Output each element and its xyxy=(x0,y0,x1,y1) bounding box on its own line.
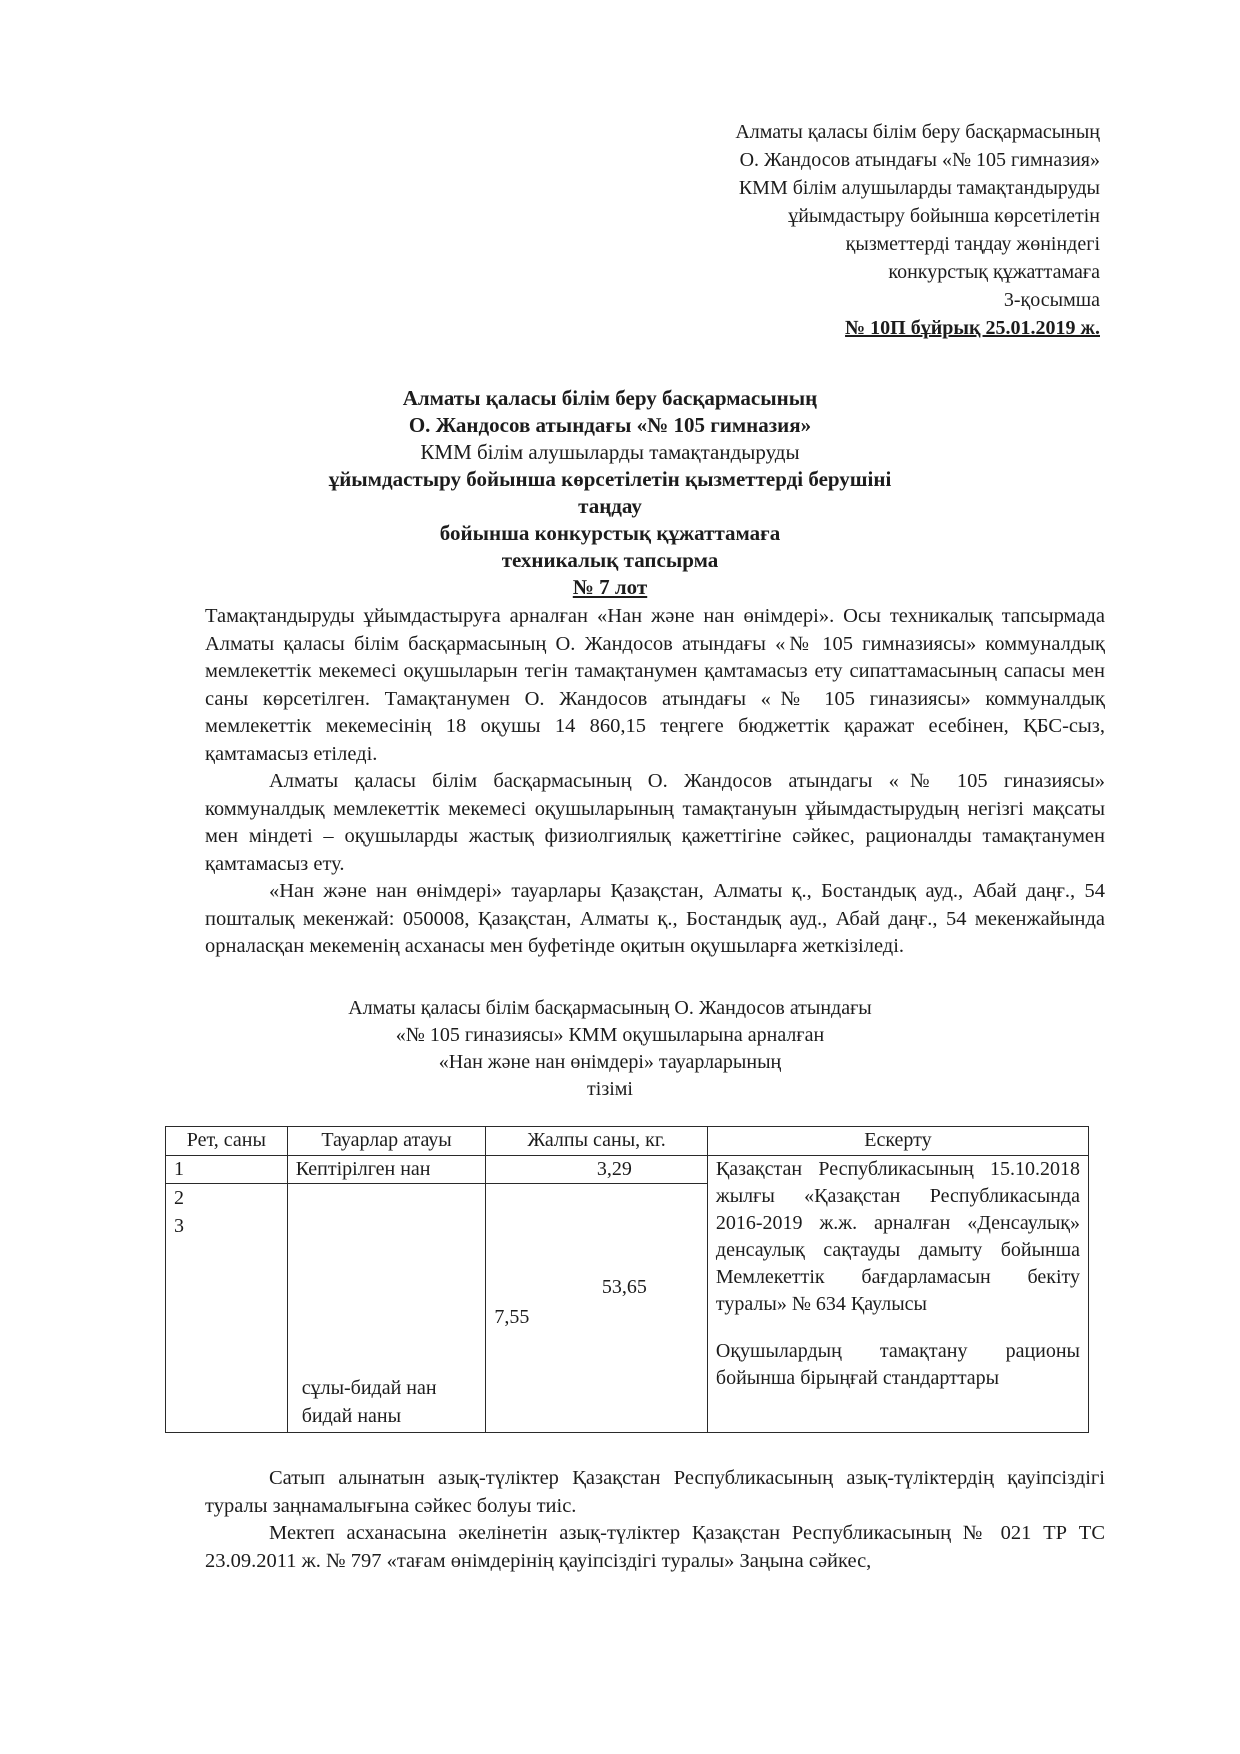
header-line: 3-қосымша xyxy=(1003,289,1100,311)
paragraph: Алматы қаласы білім басқармасының О. Жандосов атындагы «№ 105 гиназиясы» коммуналдық мемлекеттік мекемесі оқушыларының тамақтануын ұйымдастырудың негізгі мақсаты мен міндеті – оқушыларды жастық физиолгиялық қажеттігіне сәйкес, рационалды тамақтанумен қамтамасыз ету. xyxy=(205,770,1105,875)
header-line: ұйымдастыру бойынша көрсетілетін xyxy=(788,205,1100,227)
closing-section xyxy=(205,1465,1105,1575)
paragraph: Тамақтандыруды ұйымдастыруға арналған «Нан және нан өнімдері». Осы техникалық тапсырмада Алматы қаласы білім басқармасының О. Жандосов атындағы «№ 105 гимназиясы» коммуналдық мемлекеттік мекемесі оқушыларын тегін тамақтанумен қамтамасыз ету сипаттамасының сапасы мен саны көрсетілген. Тамақтанумен О. Жандосов атындағы «№ 105 гиназиясы» коммуналдық мемлекеттік мекемесінің 18 оқушы 14 860,15 теңгеге бюджеттік қаражат есебінен, ҚБС-сыз, қамтамасыз етіледі. xyxy=(205,605,1105,765)
row-number-cell xyxy=(166,1184,288,1433)
list-title-line: «Нан және нан өнімдері» тауарларының xyxy=(438,1051,782,1073)
list-title-line: Алматы қаласы білім басқармасының О. Жандосов атындағы xyxy=(348,997,872,1019)
item-name: Кептірілген нан xyxy=(287,1156,486,1184)
header-line: қызметтерді таңдау жөніндегі xyxy=(845,233,1100,255)
item-name: сұлы-бидай нан xyxy=(301,1377,437,1399)
title-line: О. Жандосов атындағы «№ 105 гимназия» xyxy=(408,413,812,437)
title-line: Алматы қаласы білім беру басқармасының xyxy=(402,386,818,410)
paragraph: «Нан және нан өнімдері» тауарлары Қазақстан, Алматы қ., Бостандық ауд., Абай даңғ., 54 пошталық мекенжай: 050008, Қазақстан, Алматы қ., Бостандық ауд., Абай даңғ., 54 мекенжайында орналасқан мекеменің асханасы мен буфетінде оқитын оқушыларға жеткізіледі. xyxy=(205,880,1105,957)
row-number: 2 xyxy=(174,1187,184,1209)
title-line: бойынша конкурстық құжаттамаға xyxy=(439,521,781,545)
item-name: бидай наны xyxy=(301,1405,402,1427)
paragraph: Сатып алынатын азық-түліктер Қазақстан Республикасының азық-түліктердің қауіпсіздігі туралы заңнамалығына сәйкес болуы тиіс. xyxy=(205,1467,1105,1517)
header-line: конкурстық құжаттамаға xyxy=(888,261,1100,283)
table-row xyxy=(166,1156,1089,1184)
list-title-line: «№ 105 гиназиясы» КММ оқушыларына арналған xyxy=(395,1024,825,1046)
item-total: 7,55 xyxy=(494,1306,530,1328)
title-line: КММ білім алушыларды тамақтандыруды xyxy=(420,440,800,464)
column-header: Жалпы саны, кг. xyxy=(486,1127,708,1156)
header-line: Алматы қаласы білім беру басқармасының xyxy=(735,121,1100,143)
item-total: 3,29 xyxy=(486,1156,708,1184)
list-title-line: тізімі xyxy=(587,1078,633,1100)
document-title xyxy=(300,385,920,601)
header-line: О. Жандосов атындағы «№ 105 гимназия» xyxy=(739,149,1100,171)
column-header: Тауарлар атауы xyxy=(287,1127,486,1156)
item-total-cell xyxy=(486,1184,708,1433)
column-header: Рет, саны xyxy=(166,1127,288,1156)
intro-section xyxy=(205,603,1105,961)
item-total: 53,65 xyxy=(601,1276,647,1298)
item-name-cell xyxy=(287,1184,486,1433)
note-text: Оқушылардың тамақтану рационы бойынша бірыңғай стандарттары xyxy=(715,1340,1080,1389)
table-header-row xyxy=(166,1127,1089,1156)
header-line: КММ білім алушыларды тамақтандыруды xyxy=(738,177,1100,199)
list-title xyxy=(330,995,890,1103)
note-text: Қазақстан Республикасының 15.10.2018 жылғы «Қазақстан Республикасында 2016-2019 ж.ж. арналған «Денсаулық» денсаулық сақтауды дамыту бойынша Мемлекеттік бағдарламасын бекіту туралы» № 634 Қаулысы xyxy=(715,1158,1080,1315)
column-header: Ескерту xyxy=(707,1127,1088,1156)
row-number: 3 xyxy=(174,1215,184,1237)
row-number: 1 xyxy=(166,1156,288,1184)
goods-table xyxy=(165,1126,1089,1433)
order-reference: № 10П бұйрық 25.01.2019 ж. xyxy=(845,317,1100,339)
title-line: техникалық тапсырма xyxy=(501,548,719,572)
appendix-header xyxy=(540,118,1100,342)
title-line: ұйымдастыру бойынша көрсетілетін қызметтерді берушіні таңдау xyxy=(328,467,892,518)
paragraph: Мектеп асханасына әкелінетін азық-түліктер Қазақстан Республикасының № 021 ТР ТС 23.09.2011 ж. № 797 «тағам өнімдерінің қауіпсіздігі туралы» Заңына сәйкес, xyxy=(205,1522,1105,1572)
lot-number: № 7 лот xyxy=(572,575,648,599)
note-cell xyxy=(707,1156,1088,1433)
